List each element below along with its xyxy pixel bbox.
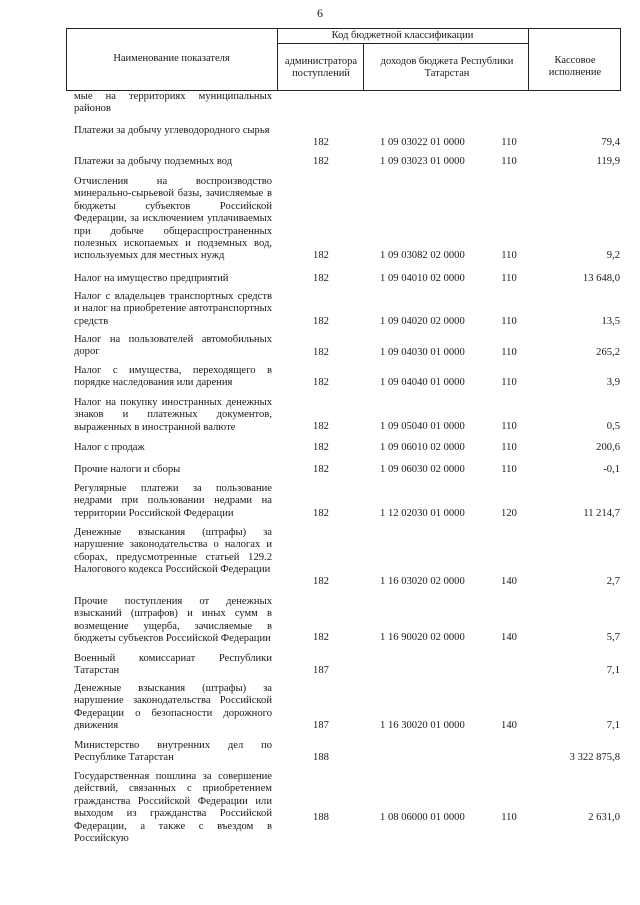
row-admin-code: 182	[313, 347, 329, 358]
row-income-code: 1 09 03023 01 0000	[380, 156, 465, 167]
row-subcode: 110	[501, 156, 517, 167]
row-amount: 9,2	[606, 250, 620, 261]
row-name: Налог с имущества, переходящего в порядке наследования или дарения	[74, 365, 272, 389]
header-admin-divider	[363, 43, 364, 90]
row-name: Прочие налоги и сборы	[74, 464, 181, 475]
row-name: Налог на покупку иностранных денежных знаков и платежных документов, выраженных в иностранной валюте	[74, 397, 272, 433]
row-income-code: 1 09 04040 01 0000	[380, 377, 465, 388]
row-name: Министерство внутренних дел по Республике Татарстан	[74, 740, 272, 764]
row-income-code: 1 09 04010 02 0000	[380, 273, 465, 284]
row-income-code: 1 09 03022 01 0000	[380, 137, 465, 148]
row-name: Военный комиссариат Республики Татарстан	[74, 653, 272, 677]
row-amount: 7,1	[606, 665, 620, 676]
row-admin-code: 182	[313, 273, 329, 284]
row-admin-code: 187	[313, 665, 329, 676]
row-subcode: 110	[501, 250, 517, 261]
row-name: Налог на пользователей автомобильных дорог	[74, 334, 272, 358]
row-admin-code: 188	[313, 812, 329, 823]
row-amount: 3 322 875,8	[569, 752, 620, 763]
row-amount: 3,9	[606, 377, 620, 388]
row-income-code: 1 09 04020 02 0000	[380, 316, 465, 327]
row-amount: 13 648,0	[582, 273, 620, 284]
row-income-code: 1 16 90020 02 0000	[380, 632, 465, 643]
row-subcode: 110	[501, 812, 517, 823]
row-name: Налог на имущество предприятий	[74, 273, 229, 284]
row-name: Прочие поступления от денежных взысканий (штрафов) и иных сумм в возмещение ущерба, зачисляемые в бюджеты субъектов Российской Федерации	[74, 596, 272, 645]
header-code-divider-line	[277, 43, 528, 44]
row-amount: 200,6	[596, 442, 620, 453]
row-admin-code: 182	[313, 442, 329, 453]
header-exec-divider	[528, 28, 529, 90]
row-subcode: 110	[501, 442, 517, 453]
row-amount: -0,1	[603, 464, 620, 475]
row-income-code: 1 09 06010 02 0000	[380, 442, 465, 453]
row-income-code: 1 09 05040 01 0000	[380, 421, 465, 432]
row-name: Государственная пошлина за совершение действий, связанных с приобретением гражданства Российской Федерации или выходом из гражданства Российской Федерации, а также с въездом в Российскую	[74, 771, 272, 845]
row-admin-code: 182	[313, 632, 329, 643]
row-subcode: 140	[501, 576, 517, 587]
row-subcode: 110	[501, 273, 517, 284]
page-number: 6	[317, 6, 323, 20]
row-admin-code: 182	[313, 316, 329, 327]
row-amount: 7,1	[606, 720, 620, 731]
header-income-col: доходов бюджета Республики Татарстан	[380, 56, 514, 79]
row-subcode: 110	[501, 464, 517, 475]
row-name: Платежи за добычу углеводородного сырья	[74, 125, 270, 136]
row-subcode: 140	[501, 632, 517, 643]
row-name: Отчисления на воспроизводство минерально-сырьевой базы, зачисляемые в бюджеты субъектов Российской Федерации, за исключением уплачиваемых при добыче общераспространенных полезных ископаемых и подземных вод, используемых для местных нужд	[74, 176, 272, 262]
row-subcode: 110	[501, 316, 517, 327]
row-amount: 79,4	[601, 137, 620, 148]
header-admin-col: администратора поступлений	[284, 56, 358, 79]
row-admin-code: 182	[313, 250, 329, 261]
row-name: Налог с продаж	[74, 442, 145, 453]
row-admin-code: 182	[313, 137, 329, 148]
row-amount: 2 631,0	[588, 812, 620, 823]
row-admin-code: 182	[313, 508, 329, 519]
row-income-code: 1 09 06030 02 0000	[380, 464, 465, 475]
row-name: Денежные взыскания (штрафы) за нарушение законодательства о налогах и сборах, предусмотренные статьей 129.2 Налогового кодекса Российской Федерации	[74, 527, 272, 576]
row-subcode: 110	[501, 421, 517, 432]
row-income-code: 1 09 04030 01 0000	[380, 347, 465, 358]
row-income-code: 1 12 02030 01 0000	[380, 508, 465, 519]
header-code-group: Код бюджетной классификации	[331, 30, 474, 41]
row-name: Регулярные платежи за пользование недрами при пользовании недрами на территории Российской Федерации	[74, 483, 272, 519]
row-amount: 11 214,7	[583, 508, 620, 519]
row-admin-code: 182	[313, 576, 329, 587]
row-amount: 5,7	[606, 632, 620, 643]
row-subcode: 110	[501, 137, 517, 148]
header-name-col: Наименование показателя	[113, 53, 230, 64]
row-admin-code: 182	[313, 156, 329, 167]
row-income-code: 1 16 30020 01 0000	[380, 720, 465, 731]
row-subcode: 140	[501, 720, 517, 731]
row-admin-code: 188	[313, 752, 329, 763]
row-admin-code: 182	[313, 377, 329, 388]
row-name: Денежные взыскания (штрафы) за нарушение законодательства Российской Федерации о безопасности дорожного движения	[74, 683, 272, 732]
row-amount: 119,9	[596, 156, 620, 167]
row-income-code: 1 09 03082 02 0000	[380, 250, 465, 261]
row-name: Платежи за добычу подземных вод	[74, 156, 233, 167]
row-income-code: 1 08 06000 01 0000	[380, 812, 465, 823]
row-amount: 13,5	[601, 316, 620, 327]
header-right-border	[620, 28, 621, 90]
row-income-code: 1 16 03020 02 0000	[380, 576, 465, 587]
row-subcode: 110	[501, 347, 517, 358]
row-amount: 2,7	[606, 576, 620, 587]
row-admin-code: 182	[313, 464, 329, 475]
row-amount: 265,2	[596, 347, 620, 358]
row-name: мые на территориях муниципальных районов	[74, 91, 272, 115]
row-amount: 0,5	[606, 421, 620, 432]
row-admin-code: 182	[313, 421, 329, 432]
row-admin-code: 187	[313, 720, 329, 731]
row-subcode: 110	[501, 377, 517, 388]
header-exec-col: Кассовое исполнение	[548, 55, 602, 78]
row-name: Налог с владельцев транспортных средств и налог на приобретение автотранспортных средств	[74, 291, 272, 327]
row-subcode: 120	[501, 508, 517, 519]
header-top-line	[66, 28, 621, 29]
